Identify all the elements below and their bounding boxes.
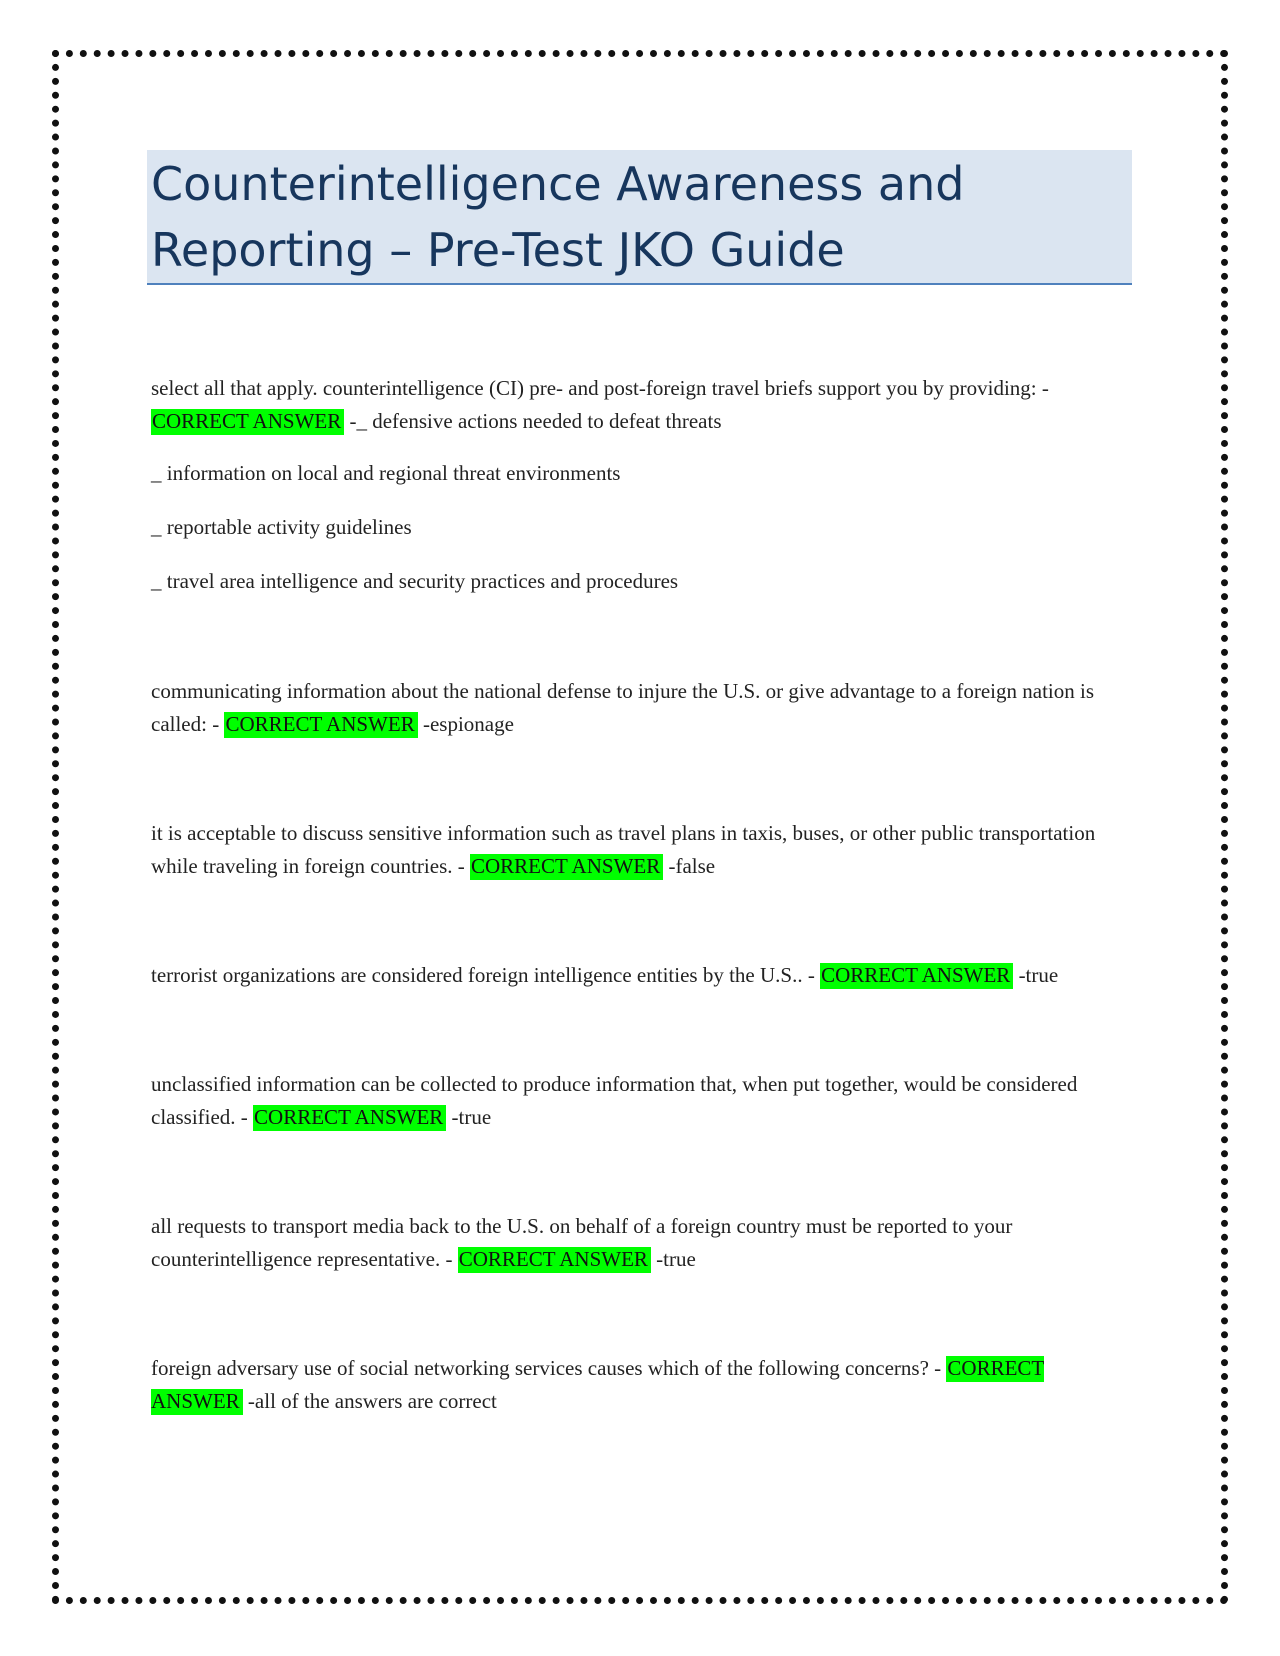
qa-item	[151, 959, 1131, 992]
answer-option-line: _ information on local and regional threat environments	[151, 461, 621, 485]
qa-item	[151, 1068, 1131, 1134]
correct-answer-badge: CORRECT ANSWER	[470, 854, 663, 880]
correct-answer-badge: CORRECT ANSWER	[253, 1105, 446, 1131]
question-text: all requests to transport media back to the U.S. on behalf of a foreign country must be reported to your counterintelligence representative. -	[151, 1214, 1013, 1271]
correct-answer-badge: CORRECT ANSWER	[151, 409, 344, 435]
qa-item	[151, 1210, 1131, 1276]
answer-text: -all of the answers are correct	[247, 1389, 497, 1413]
question-text: select all that apply. counterintelligence (CI) pre- and post-foreign travel briefs support you by providing: -	[151, 376, 1049, 400]
qa-item	[151, 675, 1131, 741]
question-text: communicating information about the national defense to injure the U.S. or give advantage to a foreign nation is called: -	[151, 679, 1094, 736]
correct-answer-badge: CORRECT ANSWER	[458, 1247, 651, 1273]
answer-text: -true	[1018, 963, 1059, 987]
question-text: foreign adversary use of social networking services causes which of the following concerns? -	[151, 1356, 942, 1380]
answer-text: -_ defensive actions needed to defeat threats	[349, 409, 722, 433]
document-title: Counterintelligence Awareness and Reporting – Pre-Test JKO Guide	[151, 157, 965, 277]
answer-option-line: _ reportable activity guidelines	[151, 515, 412, 539]
qa-content	[151, 372, 1131, 1418]
answer-text: -espionage	[422, 712, 514, 736]
correct-answer-badge: CORRECT ANSWER	[151, 1356, 1045, 1413]
title-banner	[147, 150, 1132, 285]
qa-item	[151, 372, 1131, 438]
qa-item	[151, 817, 1131, 883]
answer-text: -false	[668, 854, 716, 878]
correct-answer-badge: CORRECT ANSWER	[224, 712, 417, 738]
answer-option-line: _ travel area intelligence and security practices and procedures	[151, 569, 679, 593]
answer-text: -true	[451, 1105, 492, 1129]
qa-item	[151, 1352, 1131, 1418]
correct-answer-badge: CORRECT ANSWER	[820, 963, 1013, 989]
answer-text: -true	[656, 1247, 696, 1271]
question-text: it is acceptable to discuss sensitive information such as travel plans in taxis, buses, or other public transportation while traveling in foreign countries. -	[151, 821, 1096, 878]
question-text: unclassified information can be collected to produce information that, when put together, would be considered classified. -	[151, 1072, 1078, 1129]
question-text: terrorist organizations are considered foreign intelligence entities by the U.S.. -	[151, 963, 815, 987]
